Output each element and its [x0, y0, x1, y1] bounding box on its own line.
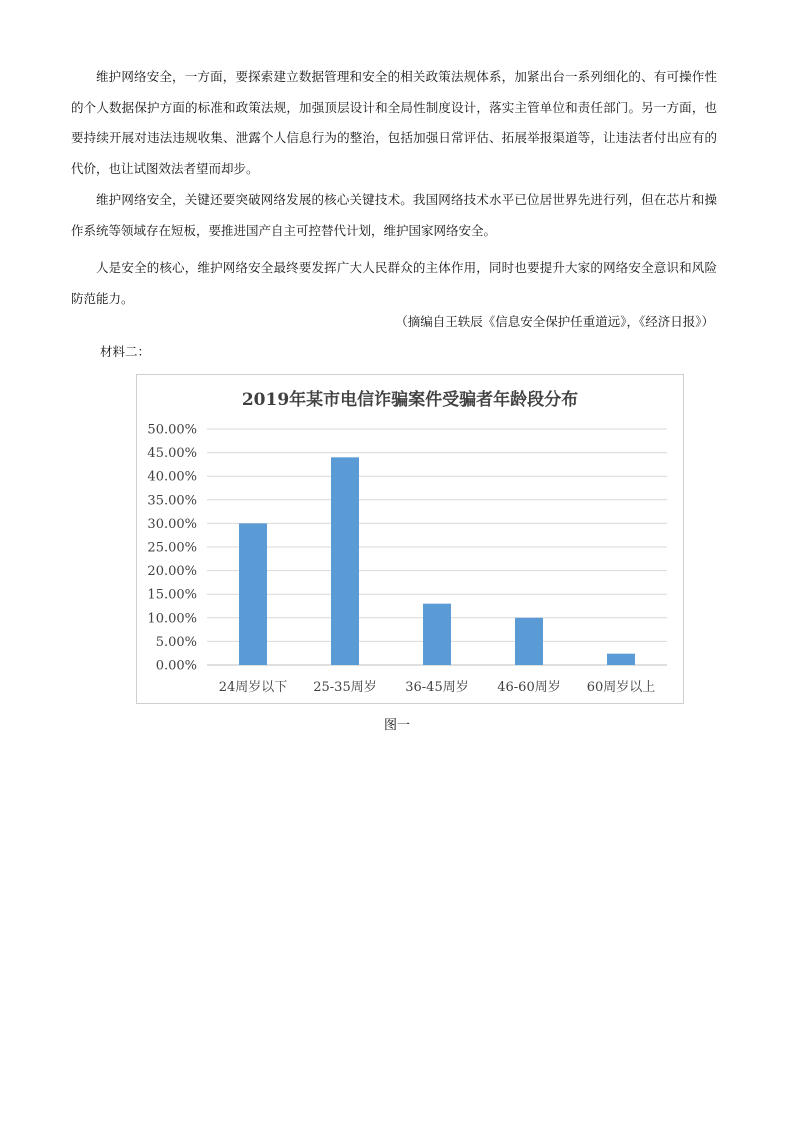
paragraph-1: 维护网络安全，一方面，要探索建立数据管理和安全的相关政策法规体系，加紧出台一系列细化的、有可操作性的个人数据保护方面的标准和政策法规，加强顶层设计和全局性制度设计，落实主管单位和责任部门。另一方面，也要持续开展对违法违规收集、泄露个人信息行为的整治，包括加强日常评估、拓展举报渠道等，让违法者付出应有的代价，也让试图效法者望而却步。	[71, 69, 717, 176]
source-citation: （摘编自王轶辰《信息安全保护任重道远》，《经济日报》）	[395, 314, 714, 329]
x-tick-label: 60周岁以上	[586, 680, 656, 695]
y-tick-label: 30.00%	[147, 516, 197, 532]
y-tick-label: 15.00%	[147, 587, 197, 603]
bar-3	[423, 604, 451, 665]
y-tick-label: 45.00%	[147, 446, 197, 462]
x-tick-label: 46-60周岁	[497, 680, 561, 695]
chart-container	[136, 374, 684, 704]
bar-2	[331, 457, 359, 665]
material-label: 材料二：	[100, 344, 151, 359]
x-tick-label: 25-35周岁	[313, 680, 377, 695]
bar-chart	[137, 375, 683, 703]
paragraph-3: 人是安全的核心，维护网络安全最终要发挥广大人民群众的主体作用，同时也要提升大家的网络安全意识和风险防范能力。	[71, 260, 717, 306]
y-tick-label: 40.00%	[147, 469, 197, 485]
y-tick-label: 5.00%	[155, 634, 197, 650]
bar-1	[239, 523, 267, 665]
paragraph-2: 维护网络安全，关键还要突破网络发展的核心关键技术。我国网络技术水平已位居世界先进行列，但在芯片和操作系统等领域存在短板，要推进国产自主可控替代计划，维护国家网络安全。	[71, 192, 717, 238]
y-tick-label: 50.00%	[147, 422, 197, 438]
bar-5	[607, 654, 635, 665]
y-tick-label: 0.00%	[155, 658, 197, 674]
x-tick-label: 24周岁以下	[218, 680, 288, 695]
y-tick-label: 20.00%	[147, 564, 197, 580]
figure-caption: 图一	[383, 718, 410, 733]
y-tick-label: 35.00%	[147, 493, 197, 509]
chart-title: 2019年某市电信诈骗案件受骗者年龄段分布	[241, 390, 579, 410]
x-tick-label: 36-45周岁	[405, 680, 469, 695]
y-tick-label: 25.00%	[147, 540, 197, 556]
y-tick-label: 10.00%	[147, 611, 197, 627]
bar-4	[515, 618, 543, 665]
